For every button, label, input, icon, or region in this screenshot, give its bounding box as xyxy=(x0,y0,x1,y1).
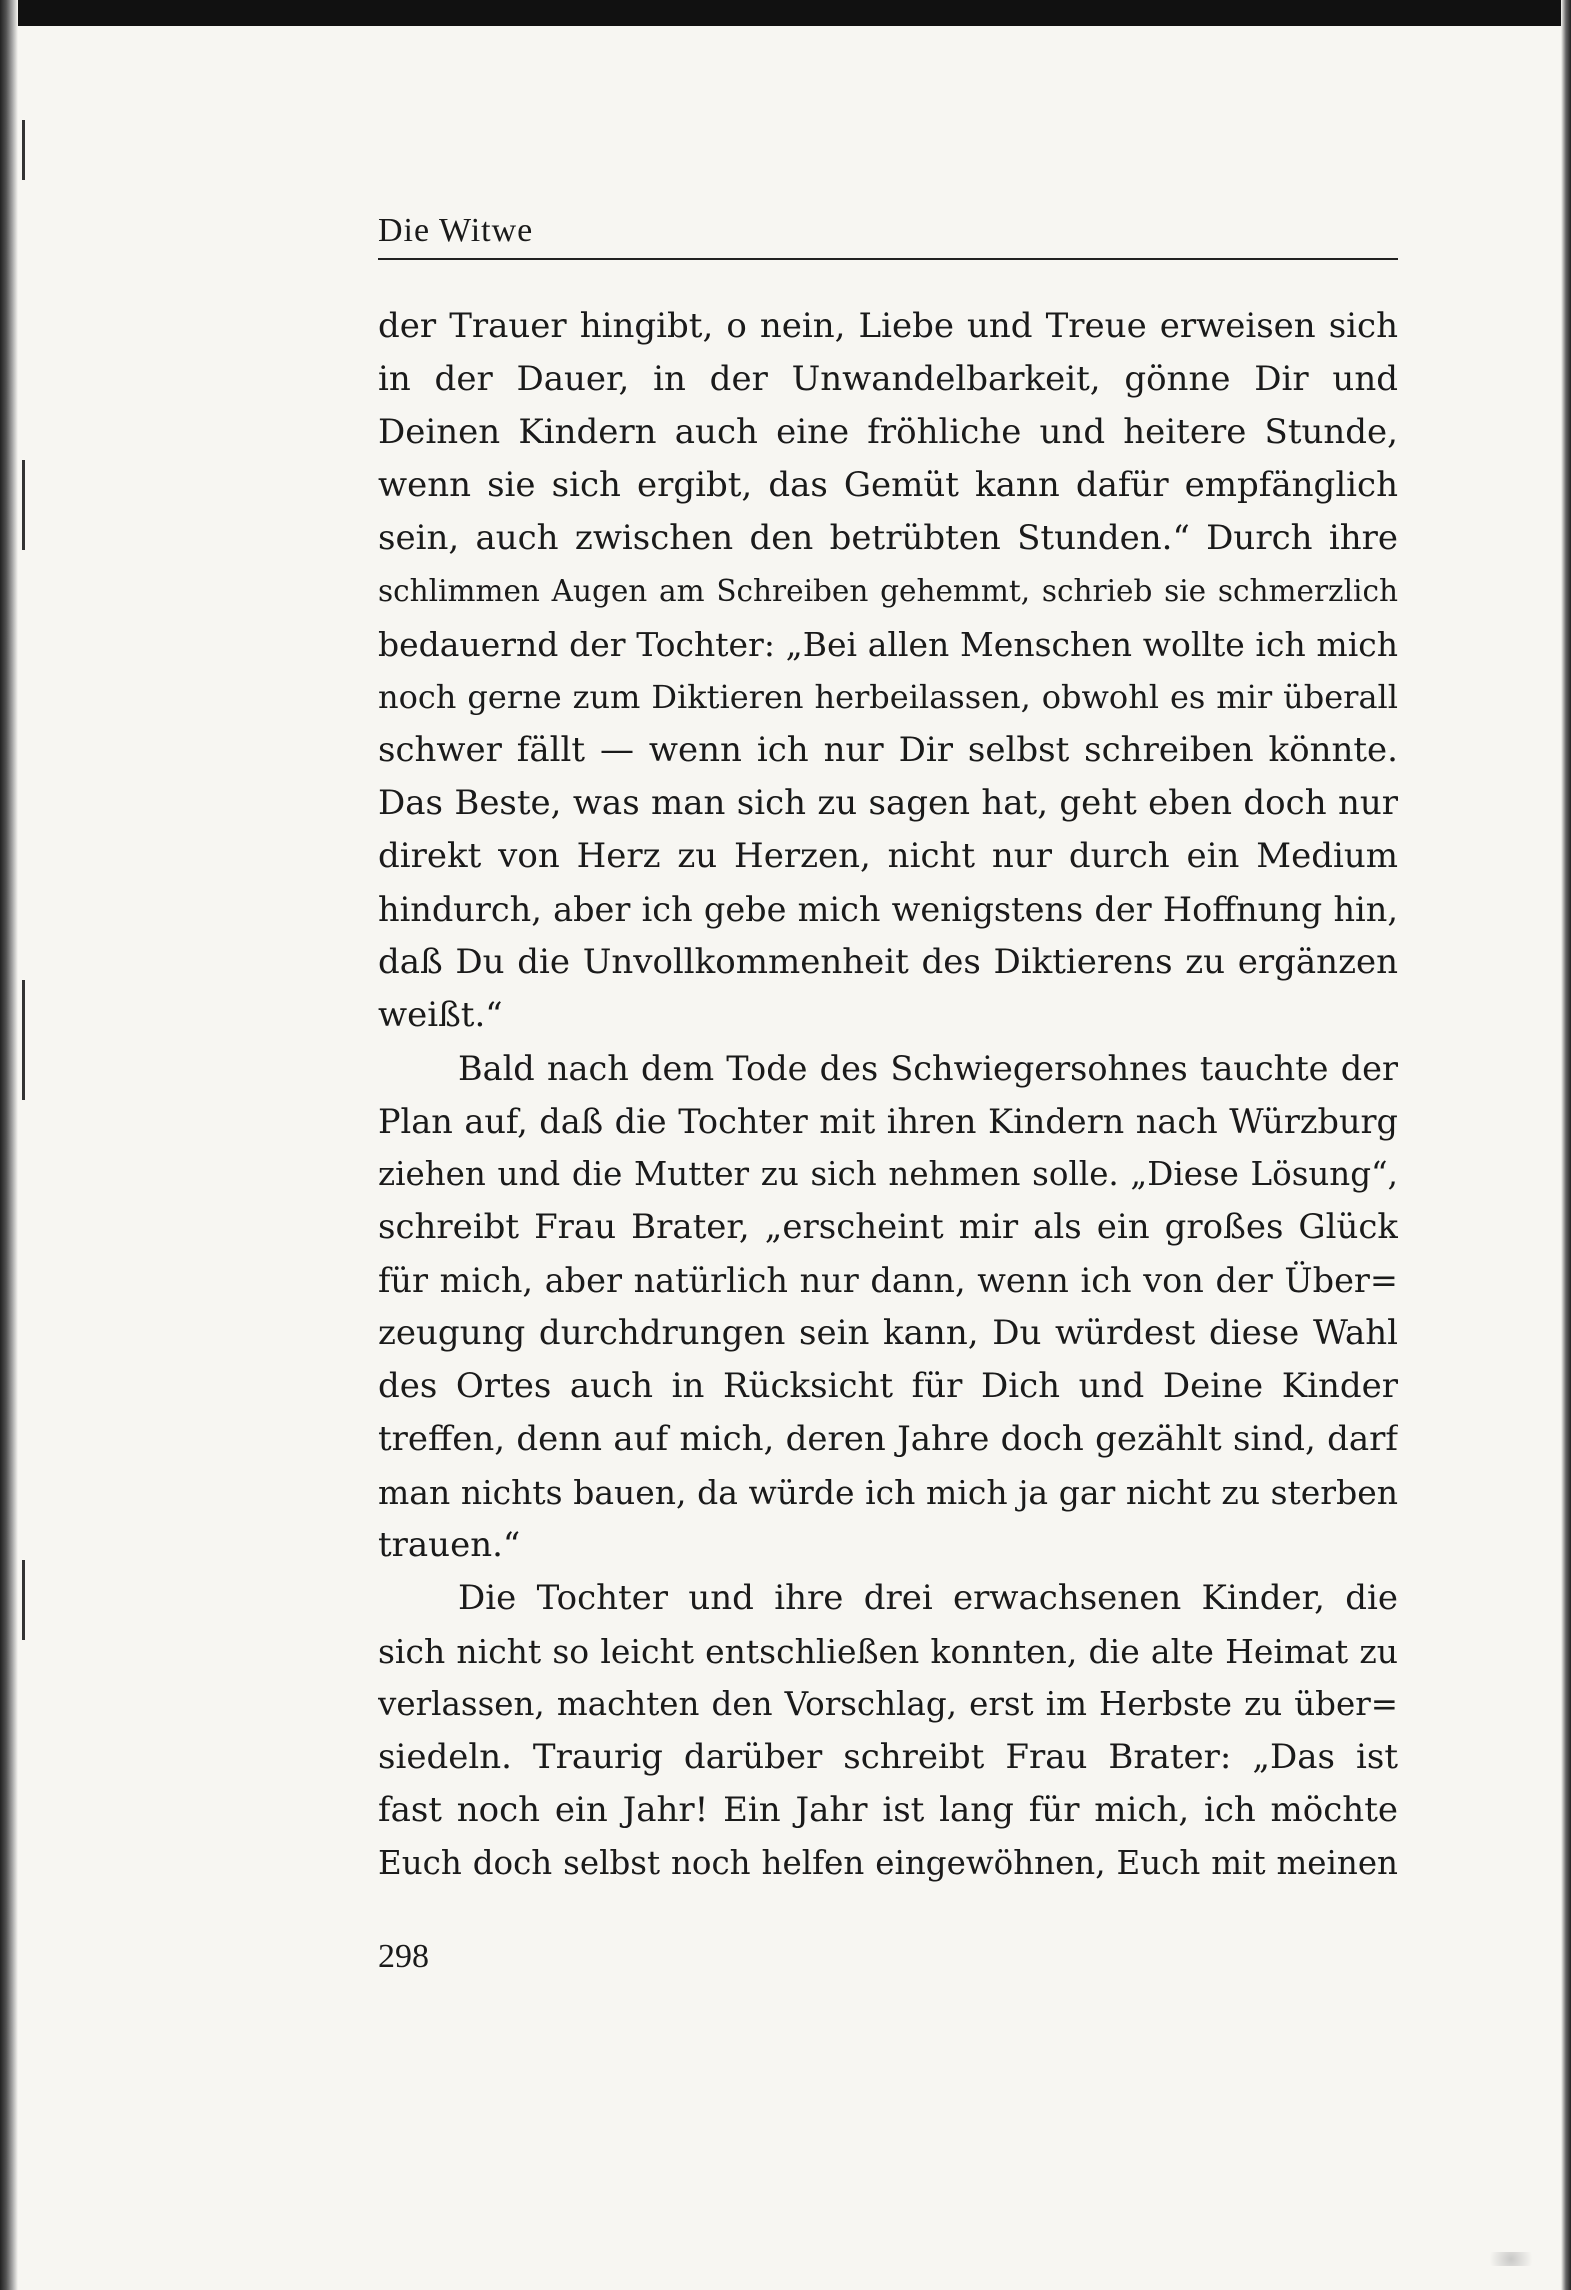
text-line: ziehen und die Mutter zu sich nehmen solle. „Diese Lösung“, xyxy=(378,1155,1398,1193)
text-line: schwer fällt — wenn ich nur Dir selbst schreiben könnte. xyxy=(378,730,1398,770)
text-line: der Trauer hingibt, o nein, Liebe und Treue erweisen sich xyxy=(378,306,1398,346)
text-line: zeugung durchdrungen sein kann, Du würdest diese Wahl xyxy=(378,1313,1398,1353)
text-line: wenn sie sich ergibt, das Gemüt kann dafür empfänglich xyxy=(378,465,1398,505)
text-line: sich nicht so leicht entschließen konnten, die alte Heimat zu xyxy=(378,1632,1398,1671)
text-line: verlassen, machten den Vorschlag, erst im Herbste zu über= xyxy=(378,1685,1398,1723)
text-line: des Ortes auch in Rücksicht für Dich und Deine Kinder xyxy=(378,1366,1398,1406)
body-text xyxy=(378,300,1398,1890)
text-line: Euch doch selbst noch helfen eingewöhnen, Euch mit meinen xyxy=(378,1844,1398,1882)
text-line: noch gerne zum Diktieren herbeilassen, obwohl es mir überall xyxy=(378,678,1398,716)
scan-left-edge xyxy=(0,0,18,2290)
text-line: hindurch, aber ich gebe mich wenigstens der Hoffnung hin, xyxy=(378,890,1398,929)
text-line: schlimmen Augen am Schreiben gehemmt, schrieb sie schmerzlich xyxy=(378,574,1398,608)
text-line: Das Beste, was man sich zu sagen hat, geht eben doch nur xyxy=(378,783,1398,823)
scan-edge-mark xyxy=(22,1560,25,1640)
scan-edge-mark xyxy=(22,980,25,1100)
text-line: fast noch ein Jahr! Ein Jahr ist lang für mich, ich möchte xyxy=(378,1790,1398,1830)
text-line: Bald nach dem Tode des Schwiegersohnes tauchte der xyxy=(458,1049,1398,1088)
scan-speck xyxy=(1481,2252,1541,2266)
text-line: Plan auf, daß die Tochter mit ihren Kindern nach Würzburg xyxy=(378,1102,1398,1141)
text-line: in der Dauer, in der Unwandelbarkeit, gönne Dir und xyxy=(378,359,1398,399)
text-line: trauen.“ xyxy=(378,1525,521,1565)
text-line: man nichts bauen, da würde ich mich ja gar nicht zu sterben xyxy=(378,1473,1398,1512)
scan-top-edge xyxy=(0,0,1571,26)
scan-edge-mark xyxy=(22,120,25,180)
text-line: treffen, denn auf mich, deren Jahre doch gezählt sind, darf xyxy=(378,1419,1398,1459)
text-line: Die Tochter und ihre drei erwachsenen Kinder, die xyxy=(458,1578,1398,1618)
header-rule xyxy=(378,258,1398,260)
scan-right-edge xyxy=(1561,0,1571,2290)
text-line: sein, auch zwischen den betrübten Stunden.“ Durch ihre xyxy=(378,518,1398,558)
text-line: direkt von Herz zu Herzen, nicht nur durch ein Medium xyxy=(378,836,1398,876)
running-head: Die Witwe xyxy=(378,212,534,249)
text-line: weißt.“ xyxy=(378,995,503,1035)
text-line: siedeln. Traurig darüber schreibt Frau Brater: „Das ist xyxy=(378,1737,1398,1777)
text-line: Deinen Kindern auch eine fröhliche und heitere Stunde, xyxy=(378,412,1398,452)
text-line: bedauernd der Tochter: „Bei allen Menschen wollte ich mich xyxy=(378,625,1398,664)
text-line: daß Du die Unvollkommenheit des Diktierens zu ergänzen xyxy=(378,942,1398,982)
scan-edge-mark xyxy=(22,460,25,550)
page-number: 298 xyxy=(378,1938,429,1975)
text-line: für mich, aber natürlich nur dann, wenn ich von der Über= xyxy=(378,1261,1398,1300)
text-line: schreibt Frau Brater, „erscheint mir als ein großes Glück xyxy=(378,1207,1398,1247)
